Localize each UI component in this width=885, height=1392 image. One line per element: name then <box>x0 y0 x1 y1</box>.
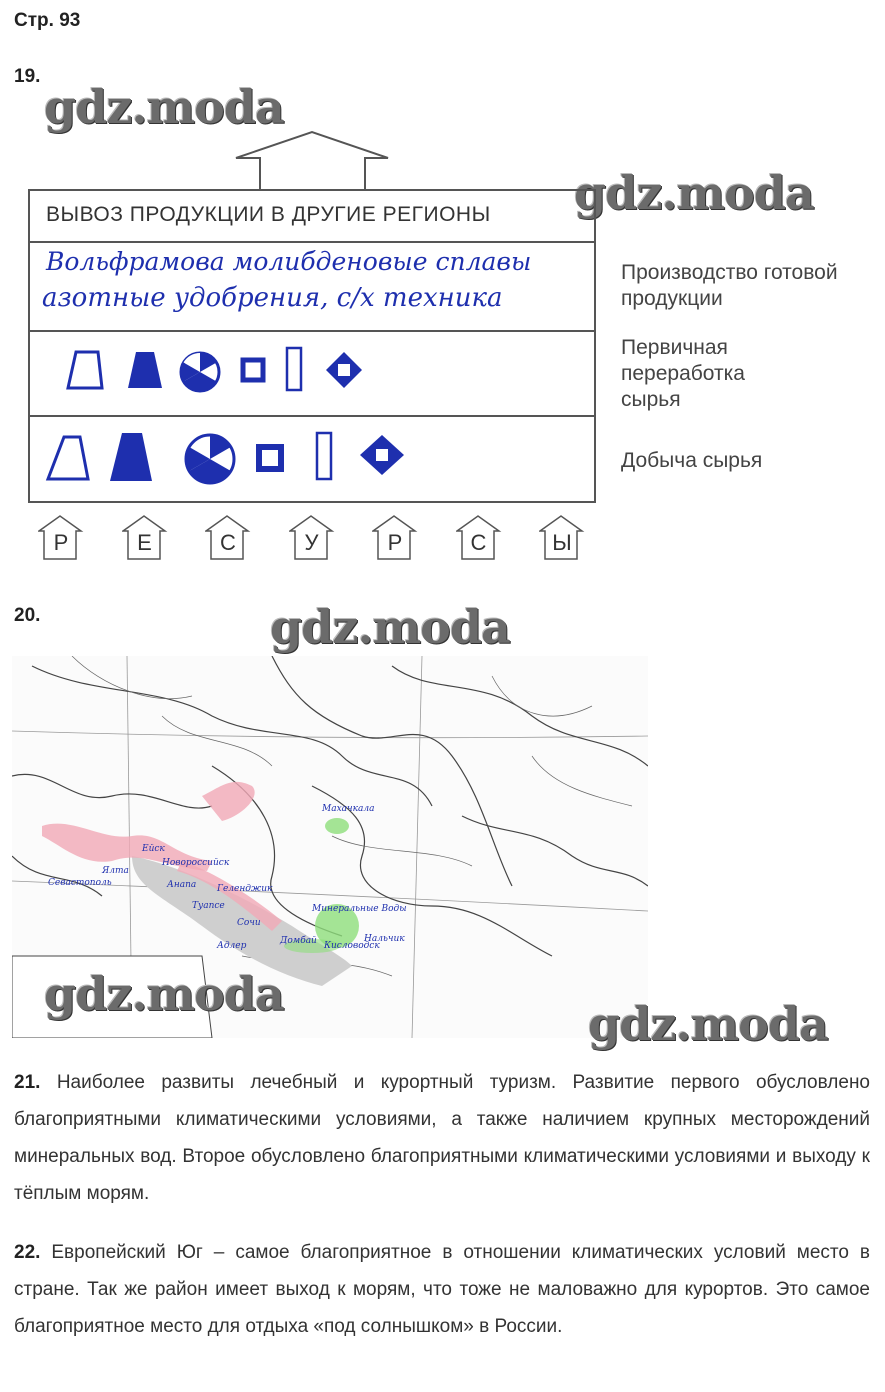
map-label: Кисловодск <box>324 941 380 951</box>
resource-letter: С <box>470 530 487 555</box>
trapezoid-outline-icon <box>68 352 102 388</box>
resource-letter: Р <box>387 530 403 555</box>
rectangle-outline-icon <box>317 433 331 479</box>
task-19-number: 19. <box>14 66 41 87</box>
handwritten-products-line-2: азотные удобрения, с/х техника <box>42 283 503 313</box>
resource-arrows <box>38 515 598 561</box>
map-label: Ялта <box>102 866 129 876</box>
map-label: Домбай <box>280 936 317 946</box>
map-label: Адлер <box>217 941 247 951</box>
watermark: gdz.moda <box>270 600 510 654</box>
resource-letter: Р <box>53 530 69 555</box>
trapezoid-filled-icon <box>110 433 152 481</box>
map-label: Геленджик <box>217 884 273 894</box>
map-label: Минеральные Воды <box>312 904 407 914</box>
production-diagram <box>28 189 596 503</box>
raw-extraction-row <box>30 415 594 501</box>
trapezoid-filled-icon <box>128 352 162 388</box>
resource-letter: У <box>304 530 319 555</box>
diamond-icon <box>360 435 404 475</box>
task-21-paragraph <box>14 1064 870 1212</box>
square-outline-icon <box>259 447 281 469</box>
task-22-paragraph <box>14 1234 870 1345</box>
export-arrow-icon <box>230 130 395 192</box>
resource-letter: Е <box>137 530 152 555</box>
task-21-text: Наиболее развиты лечебный и курортный туризм. Развитие первого обусловлено благоприятными климатическими условиями, а также наличием крупных месторождений минеральных вод. Второе обусловлено благоприятными климатическими условиями и выходу к тёплым морям. <box>14 1072 870 1204</box>
task-20-number: 20. <box>14 605 41 626</box>
export-row <box>30 191 594 243</box>
map-label: Нальчик <box>364 934 405 944</box>
finished-products-row <box>30 241 594 332</box>
trapezoid-outline-icon <box>48 437 88 479</box>
map-label: Новороссийск <box>162 858 230 868</box>
resource-symbols-small <box>30 330 594 415</box>
primary-processing-row <box>30 330 594 417</box>
resource-letter: Ы <box>552 530 572 555</box>
resource-letter: С <box>220 530 236 555</box>
radiation-circle-icon <box>181 353 219 391</box>
task-22-number: 22. <box>14 1242 41 1263</box>
label-primary-processing: Первичная переработка сырья <box>621 336 745 411</box>
rectangle-outline-icon <box>287 348 301 390</box>
map-label: Севастополь <box>48 878 112 888</box>
map-label: Сочи <box>237 918 261 928</box>
task-21-number: 21. <box>14 1072 41 1093</box>
diamond-icon <box>326 352 362 388</box>
label-finished-production: Производство готовой продукции <box>621 261 838 310</box>
label-raw-extraction: Добыча сырья <box>621 449 763 472</box>
map-label: Махачкала <box>322 804 375 814</box>
square-outline-icon <box>243 360 263 380</box>
resource-symbols-large <box>30 415 594 501</box>
page-number: Стр. 93 <box>14 10 81 31</box>
watermark: gdz.moda <box>588 997 828 1051</box>
map-label: Анапа <box>167 880 197 890</box>
watermark: gdz.moda <box>44 967 284 1021</box>
handwritten-products-line-1: Вольфрамова молибденовые сплавы <box>46 247 532 276</box>
watermark: gdz.moda <box>574 166 814 220</box>
map-label: Ейск <box>142 844 165 854</box>
task-22-text: Европейский Юг – самое благоприятное в отношении климатических условий место в стране. Так же район имеет выход к морям, что тоже не маловажно для курортов. Это самое благоприятное место для отдыха «под солнышком» в России. <box>14 1242 870 1337</box>
radiation-circle-icon <box>186 435 234 483</box>
watermark: gdz.moda <box>44 80 284 134</box>
map-label: Туапсе <box>192 901 225 911</box>
export-row-title: ВЫВОЗ ПРОДУКЦИИ В ДРУГИЕ РЕГИОНЫ <box>46 203 491 226</box>
